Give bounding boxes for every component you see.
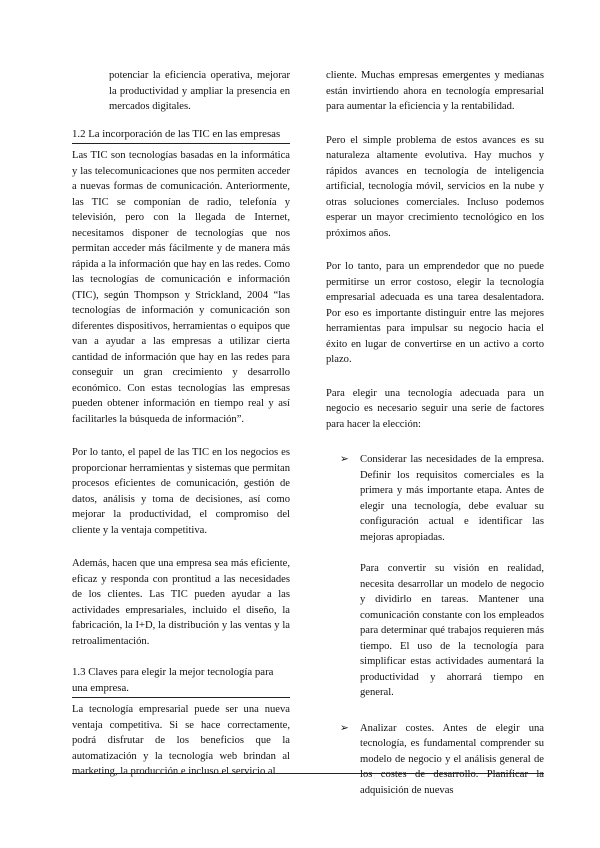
left-column: [72, 68, 290, 780]
list-item-subparagraph: Para convertir su visión en realidad, necesita desarrollar un modelo de negocio y dividirlo en tareas. Mantener una comunicación constante con los empleados para determinar qué trabajos requieren más tiempo. El uso de la tecnología para simplificar estas actividades aumentará la productividad y ahorrará tiempo en general.: [360, 563, 544, 698]
arrow-bullet-icon: ➢: [340, 454, 349, 465]
body-paragraph: Pero el simple problema de estos avances es su naturaleza altamente evolutiva. Hay muchos y rápidos avances en tecnología de inteligencia artificial, tecnología móvil, servicios en la nube y otras soluciones comerciales. Incluso podemos esperar un mayor crecimiento tecnológico en los próximos años.: [326, 134, 544, 239]
list-item-text: Considerar las necesidades de la empresa. Definir los requisitos comerciales es la primera y más importante etapa. Antes de elegir una tecnología, debe evaluar su configuración actual e identificar las mejoras apropiadas.: [360, 454, 544, 543]
list-item-text: Analizar costes. Antes de elegir una tecnología, es fundamental comprender su modelo de negocio y el análisis general de los costes de desarrollo. Planificar la adquisición de nuevas: [360, 722, 544, 796]
body-paragraph: Para elegir una tecnología adecuada para un negocio es necesario seguir una serie de factores para hacer la elección:: [326, 387, 544, 430]
right-column: [326, 68, 544, 798]
list-item: [326, 721, 544, 799]
body-paragraph: cliente. Muchas empresas emergentes y medianas están invirtiendo ahora en tecnología empresarial para aumentar la eficiencia y la rentabilidad.: [326, 70, 544, 112]
arrow-bullet-icon: ➢: [340, 722, 349, 734]
body-paragraph: Por lo tanto, el papel de las TIC en los negocios es proporcionar herramientas y sistemas que permitan procesos eficientes de comunicación, gestión de datos, análisis y toma de decisiones, así como mejorar la productividad, el compromiso del cliente y la ventaja competitiva.: [72, 447, 290, 536]
body-paragraph: Por lo tanto, para un emprendedor que no puede permitirse un error costoso, elegir la tecnología empresarial adecuada es una tarea desalentadora. Por eso es importante distinguir entre las mejores herramientas para impulsar su negocio hacia el éxito en lugar de convertirse en un activo a corto plazo.: [326, 261, 544, 365]
body-paragraph: Las TIC son tecnologías basadas en la informática y las telecomunicaciones que nos permiten acceder a nuevas formas de comunicación. Anteriormente, las TIC se componían de radio, telefonía y televisión, pero con la llegada de Internet, necesitamos disponer de tecnologías que nos permitan acceder más fácilmente y de manera más rápida a la información que hay en las redes. Como las tecnologías de comunicación e información (TIC), según Thompson y Strickland, 2004 “las tecnologías de información y comunicación son diferentes dispositivos, herramientas o equipos que van a ayudar a las empresas a utilizar cierta cantidad de información que hay en las redes para conseguir un gran crecimiento y desarrollo económico. Con estas tecnologías las empresas pueden obtener información en tiempo real y así facilitarles la búsqueda de información”.: [72, 150, 290, 425]
footer-divider: [72, 773, 544, 774]
body-paragraph: Además, hacen que una empresa sea más eficiente, eficaz y responda con prontitud a las necesidades de los clientes. Las TIC pueden ayudar a las actividades empresariales, incluido el diseño, la fabricación, la I+D, la distribución y las ventas y la retroalimentación.: [72, 558, 290, 647]
body-paragraph: La tecnología empresarial puede ser una nueva ventaja competitiva. Si se hace correctamente, podrá disfrutar de los beneficios que la automatización y la tecnología web brindan al marketing, la producción e incluso el servicio al: [72, 704, 290, 777]
list-item: [326, 452, 544, 545]
intro-continuation: potenciar la eficiencia operativa, mejorar la productividad y ampliar la presencia en mercados digitales.: [109, 70, 290, 112]
section-1-3-heading: 1.3 Claves para elegir la mejor tecnología para una empresa.: [72, 665, 290, 698]
section-1-2-heading: 1.2 La incorporación de las TIC en las empresas: [72, 127, 290, 145]
